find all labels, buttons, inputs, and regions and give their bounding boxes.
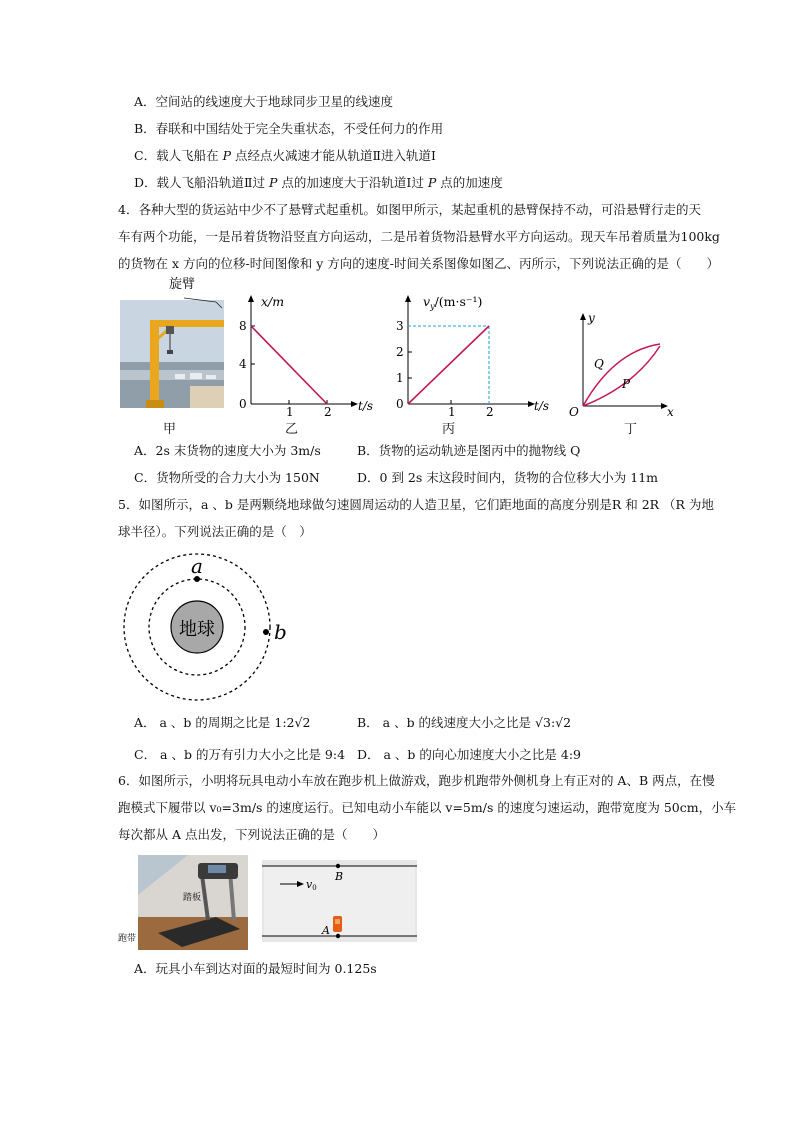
photo-belt-label: 跑带	[118, 934, 137, 944]
tick-8: 8	[239, 319, 247, 333]
origin-o: O	[569, 405, 579, 419]
tick-v0: 0	[396, 397, 404, 411]
axis-x: x	[667, 405, 674, 419]
caption-jia: 甲	[163, 422, 177, 437]
q3-option-d: D．载人飞船沿轨道Ⅱ过 P 点的加速度大于沿轨道Ⅰ过 P 点的加速度	[134, 175, 503, 190]
q6-stem-line3: 每次都从 A 点出发，下列说法正确的是（ ）	[118, 827, 385, 842]
curve-p: P	[622, 377, 631, 391]
axis-y: y	[588, 311, 595, 325]
graph-v-t	[393, 290, 553, 419]
graph-x-t-ylabel: x/m	[261, 294, 285, 309]
q4-stem-line3: 的货物在 x 方向的位移-时间图像和 y 方向的速度-时间关系图像如图乙、丙所示，下列说法正确的是（ ）	[118, 256, 719, 271]
q5-option-a: A． a 、b 的周期之比是 1:2√2	[134, 715, 311, 730]
tick-4: 4	[239, 357, 247, 371]
q5-option-b: B． a 、b 的线速度大小之比是 √3:√2	[357, 715, 572, 730]
tick-t1: 1	[448, 405, 456, 419]
q6-stem-line2: 跑模式下履带以 v₀=3m/s 的速度运行。已知电动小车能以 v=5m/s 的速度匀速运动，跑带宽度为 50cm，小车	[118, 800, 737, 815]
satellite-b-label: b	[274, 620, 287, 644]
graph-trajectory	[564, 306, 679, 419]
tick-1: 1	[286, 405, 294, 419]
q5-option-d: D． a 、b 的向心加速度大小之比是 4:9	[357, 747, 581, 762]
vy-symbol: v	[423, 294, 431, 309]
tick-0: 0	[239, 397, 247, 411]
curve-q: Q	[594, 357, 604, 371]
graph-v-t-xlabel: t/s	[534, 399, 550, 413]
photo-board-label: 踏板	[183, 893, 202, 903]
q6-stem-line1: 6．如图所示，小明将玩具电动小车放在跑步机上做游戏，跑步机跑带外侧机身上有正对的 A、B 两点，在慢	[118, 773, 715, 788]
caption-yi: 乙	[285, 422, 299, 437]
q5-stem-line1: 5．如图所示，a 、b 是两颗绕地球做匀速圆周运动的人造卫星，它们距地面的高度分别是R 和 2R （R 为地	[118, 497, 714, 512]
caption-bing: 丙	[442, 422, 456, 437]
q4-option-a: A．2s 末货物的速度大小为 3m/s	[134, 443, 321, 458]
belt-diagram	[262, 860, 417, 942]
caption-ding: 丁	[624, 422, 638, 437]
orbit-diagram	[118, 555, 298, 715]
boom-label: 旋臂	[169, 277, 196, 292]
tick-2: 2	[324, 405, 332, 419]
tick-v1: 1	[396, 371, 404, 385]
svg-text:vy/(m·s⁻¹)	[423, 294, 482, 311]
earth-label: 地球	[179, 619, 215, 640]
q4-option-b: B．货物的运动轨迹是图丙中的抛物线 Q	[357, 443, 581, 458]
point-b: B	[335, 870, 344, 883]
q4-stem-line2: 车有两个功能，一是吊着货物沿竖直方向运动，二是吊着货物沿悬臂水平方向运动。现天车吊着质量为100kg	[118, 229, 720, 244]
q3-option-a: A．空间站的线速度大于地球同步卫星的线速度	[134, 94, 394, 109]
tick-v3: 3	[396, 319, 404, 333]
v0-symbol: v	[306, 878, 313, 891]
q6-option-a: A．玩具小车到达对面的最短时间为 0.125s	[134, 961, 377, 976]
v0-subscript: 0	[312, 884, 317, 892]
svg-text:x/m	[261, 294, 284, 309]
crane-photo	[120, 300, 224, 408]
q5-stem-line2: 球半径）。下列说法正确的是（ ）	[118, 524, 312, 539]
q4-stem-line1: 4．各种大型的货运站中少不了悬臂式起重机。如图甲所示，某起重机的悬臂保持不动，可沿悬臂行走的天	[118, 202, 701, 217]
q4-option-d: D．0 到 2s 末这段时间内，货物的合位移大小为 11m	[357, 470, 658, 485]
q5-option-c: C． a 、b 的万有引力大小之比是 9:4	[134, 747, 346, 762]
tick-t2: 2	[486, 405, 494, 419]
vy-unit: /(m·s⁻¹)	[434, 294, 483, 309]
q4-option-c: C．货物所受的合力大小为 150N	[134, 470, 320, 485]
satellite-a-label: a	[191, 554, 203, 578]
vy-subscript: y	[430, 302, 435, 311]
q3-option-b: B．春联和中国结处于完全失重状态，不受任何力的作用	[134, 121, 444, 136]
q3-option-c: C．载人飞船在 P 点经点火减速才能从轨道Ⅱ进入轨道Ⅰ	[134, 148, 436, 163]
point-a: A	[322, 924, 330, 937]
tick-v2: 2	[396, 345, 404, 359]
graph-x-t	[236, 290, 374, 419]
graph-x-t-xlabel: t/s	[358, 399, 374, 413]
